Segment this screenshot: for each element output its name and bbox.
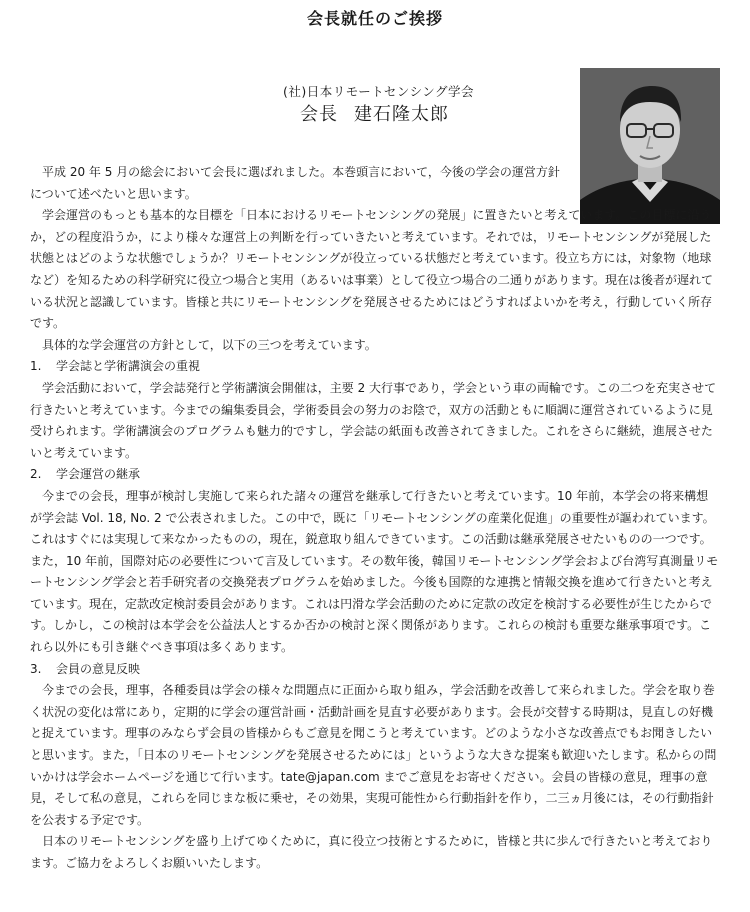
page-title: 会長就任のご挨拶 — [306, 9, 443, 28]
section-heading — [30, 659, 720, 681]
section-number: 1. — [30, 359, 42, 374]
section-title: 会員の意見反映 — [56, 661, 141, 676]
section-heading — [30, 356, 720, 378]
author-line — [300, 100, 449, 126]
author-affiliation: (社)日本リモートセンシング学会 — [283, 84, 475, 99]
author-name: 建石隆太郎 — [354, 104, 449, 125]
section-number: 2. — [30, 467, 42, 482]
section-paragraph: 今までの会長，理事，各種委員は学会の様々な問題点に正面から取り組み，学会活動を改善して来られました。学会を取り巻く状況の変化は常にあり，定期的に学会の運営計画・活動計画を見直す必要があります。会長が交替する時期は，見直しの好機と捉えています。理事のみならず会員の皆様からもご意見を聞こうと考えています。どのような小さな改善点でもお聞きしたいと思います。また，「日本のリモートセンシングを発展させるためには」というような大きな提案も歓迎いたします。私からの問いかけは学会ホームページを通じて行います。tate@japan.com までご意見をお寄せください。会員の皆様の意見，理事の意見，そして私の意見，これらを同じまな板に乗せ，その効果，実現可能性から行動指針を作り，二三ヵ月後には，その行動指針を公表する予定です。 — [30, 683, 717, 827]
section-title: 学会誌と学術講演会の重視 — [56, 359, 201, 374]
section-title: 学会運営の継承 — [56, 467, 141, 482]
section-number: 3. — [30, 661, 42, 676]
section-heading — [30, 464, 720, 486]
article-body — [30, 162, 720, 875]
section-paragraph: 学会活動において，学会誌発行と学術講演会開催は，主要 2 大行事であり，学会という車の両輪です。この二つを充実させて行きたいと考えています。今までの編集委員会，学術委員会の努力のお陰で，双方の活動ともに順調に運営されているように見受けられます。学術講演会のプログラムも魅力的ですし，学会誌の紙面も改善されてきました。これをさらに継続，進展させたいと考えています。 — [30, 380, 717, 460]
intro-paragraph: 学会運営のもっとも基本的な目標を「日本におけるリモートセンシングの発展」に置きたいと考えています。この目標に沿うか，どの程度沿うか，により様々な運営上の判断を行っていきたいと考えています。それでは，リモートセンシングが発展した状態とはどのような状態でしょうか？リモートセンシングが役立っている状態だと考えています。役立ち方には，対象物（地球など）を知るための科学研究に役立つ場合と実用（あるいは事業）として役立つ場合の二通りがあります。現在は後者が遅れている状況と認識しています。皆様と共にリモートセンシングを発展させるためにはどうすればよいかを考え，行動していく所存です。 — [30, 208, 714, 331]
intro-paragraph: 具体的な学会運営の方針として，以下の三つを考えています。 — [42, 337, 377, 352]
intro-paragraph: 平成 20 年 5 月の総会において会長に選ばれました。本巻頭言において，今後の学会の運営方針について述べたいと思います。 — [30, 165, 560, 201]
section-paragraph: 今までの会長，理事が検討し実施して来られた諸々の運営を継承して行きたいと考えています。10 年前，本学会の将来構想が学会誌 Vol. 18, No. 2 で公表されました。この中で，既に「リモートセンシングの産業化促進」の重要性が謳われています。これはすぐには実現して来なかったものの，現在，鋭意取り組んできています。この活動は継承発展させたいものの一つです。また，10 年前，国際対応の必要性について言及しています。その数年後，韓国リモートセンシング学会および台湾写真測量リモートセンシング学会と若手研究者の交換発表プログラムを始めました。今後も国際的な連携と情報交換を進めて行きたいと考えています。現在，定款改定検討委員会があります。これは円滑な学会活動のために定款の改定を検討する必要性が生じたからです。しかし，この検討は本学会を公益法人とするか否かの検討と深く関係があります。これらの検討も重要な継承事項です。これら以外にも引き継ぐべき事項は多くあります。 — [30, 488, 719, 655]
closing-paragraph: 日本のリモートセンシングを盛り上げてゆくために，真に役立つ技術とするために，皆様と共に歩んで行きたいと考えております。ご協力をよろしくお願いいたします。 — [30, 834, 713, 870]
author-role: 会長 — [300, 104, 338, 125]
